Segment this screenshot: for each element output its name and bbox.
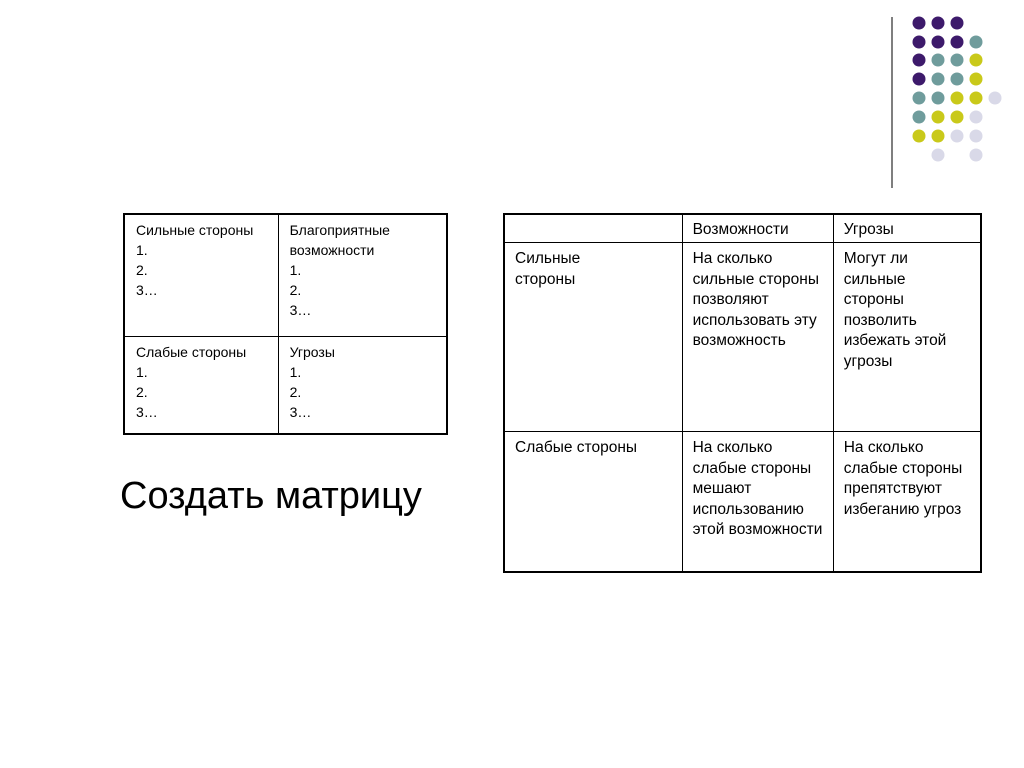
matrix-cell-weaknesses-opportunities: На сколько слабые стороны мешают использованию этой возможности — [682, 432, 833, 573]
decorative-dot — [932, 73, 945, 86]
decorative-dot-grid — [0, 0, 1024, 200]
decorative-dot — [951, 36, 964, 49]
decorative-dot — [932, 111, 945, 124]
decorative-dot — [932, 130, 945, 143]
swot-weaknesses-label: Слабые стороны — [136, 344, 247, 360]
swot-strengths-label: Сильные стороны — [136, 222, 254, 238]
swot-strengths-item: 1. — [136, 242, 148, 258]
decorative-dot — [970, 111, 983, 124]
decorative-dot — [913, 54, 926, 67]
decorative-dot — [913, 17, 926, 30]
decorative-dot — [951, 111, 964, 124]
matrix-header-opportunities: Возможности — [682, 214, 833, 243]
swot-opportunities-item: 2. — [289, 282, 302, 298]
slide-title: Создать матрицу — [120, 475, 422, 517]
decorative-dot — [913, 130, 926, 143]
matrix-row-label-strengths: Сильные стороны — [504, 243, 682, 432]
decorative-dot — [970, 54, 983, 67]
decorative-dot — [913, 36, 926, 49]
matrix-row-label-weaknesses: Слабые стороны — [504, 432, 682, 573]
swot-weaknesses-item: 3… — [136, 404, 158, 420]
decorative-dot — [932, 36, 945, 49]
swot-weaknesses-item: 1. — [136, 364, 148, 380]
matrix-header-threats: Угрозы — [833, 214, 981, 243]
decorative-dot — [970, 149, 983, 162]
decorative-dot — [951, 17, 964, 30]
decorative-dot — [951, 73, 964, 86]
swot-opportunities-label: Благоприятные возможности — [289, 222, 390, 258]
decorative-dot — [970, 73, 983, 86]
decorative-dot — [913, 92, 926, 105]
swot-matrix-table — [503, 213, 982, 573]
swot-weaknesses-item: 2. — [136, 384, 148, 400]
matrix-cell-strengths-opportunities: На сколько сильные стороны позволяют использовать эту возможность — [682, 243, 833, 432]
swot-threats-label: Угрозы — [289, 344, 335, 360]
decorative-dot — [970, 130, 983, 143]
swot-threats-item: 3… — [289, 404, 312, 420]
swot-opportunities-item: 3… — [289, 302, 312, 318]
matrix-cell-strengths-threats: Могут ли сильные стороны позволить избежать этой угрозы — [833, 243, 981, 432]
decorative-divider-line — [891, 17, 893, 188]
swot-threats-item: 2. — [289, 384, 302, 400]
matrix-corner-cell — [504, 214, 682, 243]
swot-opportunities-item: 1. — [289, 262, 302, 278]
decorative-dot — [970, 36, 983, 49]
swot-strengths-item: 3… — [136, 282, 158, 298]
decorative-dot — [913, 111, 926, 124]
swot-weaknesses-cell — [124, 337, 278, 435]
matrix-cell-weaknesses-threats: На сколько слабые стороны препятствуют избеганию угроз — [833, 432, 981, 573]
decorative-dot — [913, 73, 926, 86]
decorative-dot — [932, 92, 945, 105]
swot-opportunities-cell — [278, 214, 447, 337]
decorative-dot — [951, 130, 964, 143]
decorative-dot — [932, 54, 945, 67]
swot-strengths-item: 2. — [136, 262, 148, 278]
decorative-dot — [989, 92, 1002, 105]
swot-table — [123, 213, 448, 435]
swot-threats-item: 1. — [289, 364, 302, 380]
decorative-dot — [932, 17, 945, 30]
swot-threats-cell — [278, 337, 447, 435]
decorative-dot — [951, 54, 964, 67]
swot-strengths-cell — [124, 214, 278, 337]
decorative-dot — [932, 149, 945, 162]
decorative-dot — [951, 92, 964, 105]
decorative-dot — [970, 92, 983, 105]
